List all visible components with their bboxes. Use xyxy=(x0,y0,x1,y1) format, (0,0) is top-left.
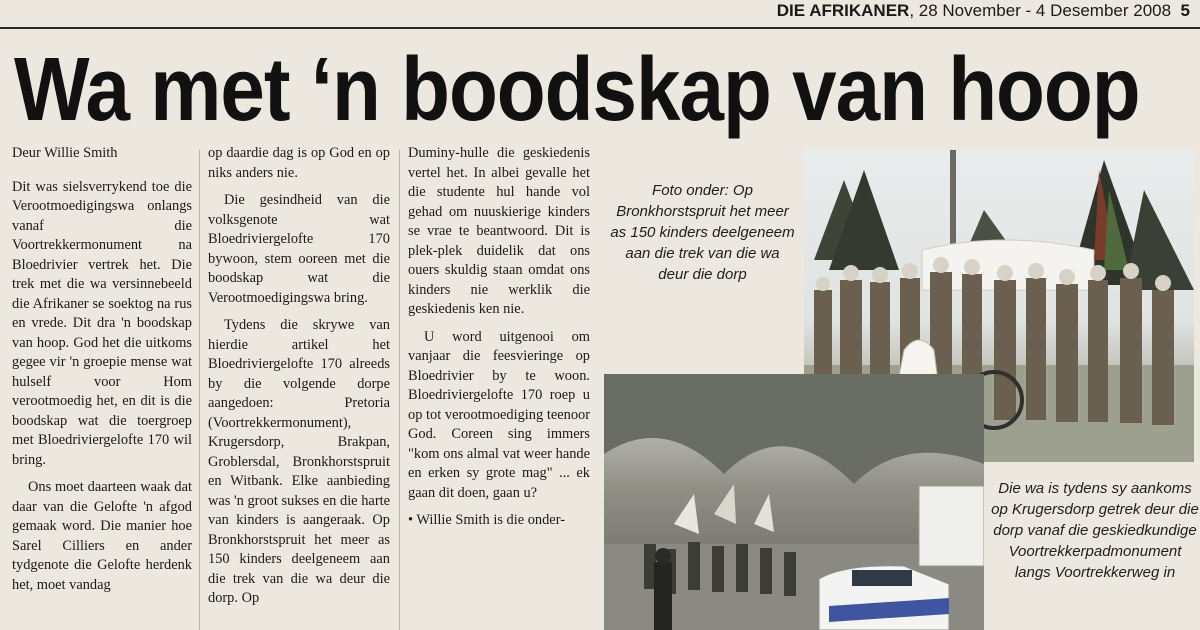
photo-caption-top: Foto onder: Op Bronkhorstspruit het meer as 150 kinders deelgeneem aan die trek van die wa deur die dorp xyxy=(610,182,795,283)
paragraph: Dit was sielsverrykend toe die Verootmoedigingswa onlangs vanaf die Voortrekkermonument na Bloedrivier vertrek het. Die trek met die wa versinnebeeld die Afrikaner se soektog na rus en vrede. Dit dra 'n boodskap van hoop. God het die uitkoms gegee vir 'n groepie mense wat hulself voor Hom verootmoedig het, en dit is die boodskap wat die toergroep met Bloedriviergelofte 170 wil bring. xyxy=(12,178,192,468)
publication-name: DIE AFRIKANER xyxy=(776,1,910,20)
column-divider xyxy=(399,150,400,630)
article-column-1 xyxy=(12,144,192,603)
article-column-2 xyxy=(208,144,390,617)
header-rule xyxy=(0,27,1200,29)
article-column-3 xyxy=(408,144,590,539)
page-header xyxy=(0,0,1200,26)
procession-photo-image xyxy=(604,374,984,630)
paragraph: op daardie dag is op God en op niks anders nie. xyxy=(208,145,390,181)
headline: Wa met ‘n boodskap van hoop xyxy=(14,39,1140,140)
publication-line xyxy=(777,1,1190,21)
procession-photo xyxy=(604,374,984,630)
issue-date: , 28 November - 4 Desember 2008 xyxy=(909,1,1172,20)
photo-caption-bottom: Die wa is tydens sy aankoms op Krugersdorp getrek deur die dorp vanaf die geskiedkundige Voortrekkerpadmonument langs Voortrekkerweg in xyxy=(991,480,1199,581)
paragraph: U word uitgenooi om vanjaar die feesvieringe op Bloedrivier by te woon. Bloedriviergelofte 170 roep u op tot verootmoediging teenoor God. Coreen sing immers "kom ons almal vat weer hande en erken sy grote mag" ... ek gaan dit doen, gaan u? xyxy=(408,328,590,501)
column-divider xyxy=(199,150,200,630)
paragraph: Tydens die skrywe van hierdie artikel het Bloedriviergelofte 170 alreeds by die volgende dorpe aangedoen: Pretoria (Voortrekkermonument), Krugersdorp, Brakpan, Groblersdal, Bronkhorstspruit en Witbank. Elke aanbieding was 'n groot sukses en die harte van kinders is aangeraak. Op Bronkhorstspruit het meer as 150 kinders deelgeneem aan die trek van die wa deur die dorp. Op xyxy=(208,317,390,606)
author-note: • Willie Smith is die onder- xyxy=(408,512,565,528)
paragraph: Ons moet daarteen waak dat daar van die Gelofte 'n afgod gemaak word. Die manier hoe Sarel Cilliers en ander tydgenote die Gelofte herdenk het, moet vandag xyxy=(12,479,192,593)
byline: Deur Willie Smith xyxy=(12,145,118,161)
page-number: 5 xyxy=(1180,1,1190,20)
paragraph: Die gesindheid van die volksgenote wat Bloedriviergelofte 170 bywoon, stem ooreen met die boodskap wat die Verootmoedigingswa bring. xyxy=(208,192,390,306)
paragraph: Duminy-hulle die geskiedenis vertel het. In albei gevalle het die studente hul hande vol gehad om nuuskierige kinders se vrae te beantwoord. Dit is plek-plek duidelik dat ons ouers skuldig staan omdat ons kinders nie werklik die geskiedenis ken nie. xyxy=(408,145,590,317)
